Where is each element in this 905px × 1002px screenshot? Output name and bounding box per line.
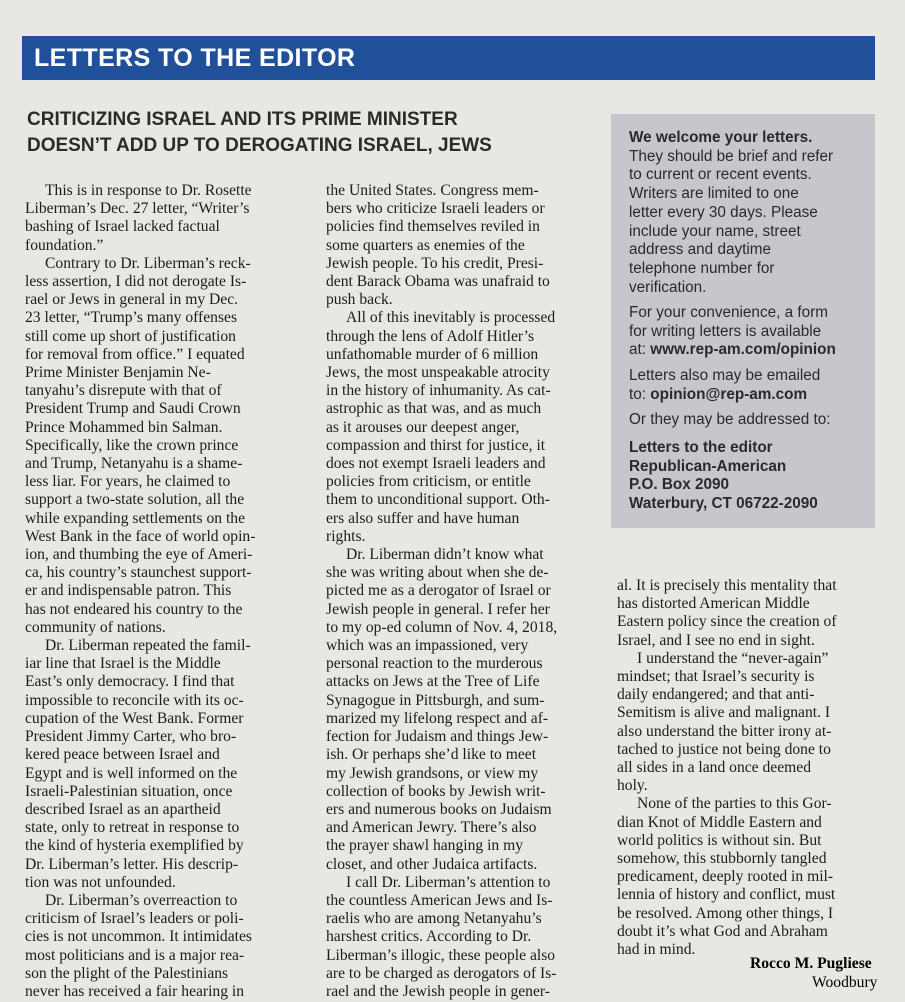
- article-line: Liberman’s Dec. 27 letter, “Writer’s: [25, 200, 250, 218]
- article-line: has distorted American Middle: [617, 595, 810, 613]
- article-paragraph: [326, 874, 612, 1001]
- article-line: raelis who are among Netanyahu’s: [326, 910, 542, 928]
- article-line: Liberman’s illogic, these people also: [326, 946, 556, 964]
- section-banner: [22, 36, 875, 80]
- article-line: al. It is precisely this mentality that: [617, 577, 837, 594]
- article-paragraph: [617, 577, 887, 650]
- article-line: impossible to reconcile with its oc-: [25, 691, 244, 709]
- article-line: never has received a fair hearing in: [25, 982, 245, 1000]
- info-line: include your name, street: [629, 222, 801, 240]
- info-line: address and daytime: [629, 241, 772, 259]
- article-line: West Bank in the face of world opin-: [25, 527, 256, 545]
- article-paragraph: [617, 795, 887, 959]
- address-line: Letters to the editor: [629, 439, 773, 456]
- article-line: policies find themselves reviled in: [326, 218, 540, 236]
- article-line: ers also suffer and have human: [326, 509, 520, 527]
- article-line: bers who criticize Israeli leaders or: [326, 200, 545, 218]
- info-email-line: [629, 386, 820, 405]
- article-line: somehow, this stubbornly tangled: [617, 850, 827, 868]
- article-line: 23 letter, “Trump’s many offenses: [25, 309, 238, 327]
- info-line: to current or recent events.: [629, 166, 812, 184]
- article-line: and American Jewry. There’s also: [326, 819, 537, 837]
- article-line: less liar. For years, he claimed to: [25, 473, 231, 491]
- article-line: them to unconditional support. Oth-: [326, 491, 550, 509]
- headline-line: CRITICIZING ISRAEL AND ITS PRIME MINISTER: [27, 109, 458, 130]
- article-line: community of nations.: [25, 618, 166, 636]
- article-line: all sides in a land once deemed: [617, 759, 811, 777]
- article-line: some quarters as enemies of the: [326, 236, 525, 254]
- article-line: closet, and other Judaica artifacts.: [326, 855, 538, 873]
- article-line: as it arouses our deepest anger,: [326, 418, 520, 436]
- section-title: LETTERS TO THE EDITOR: [34, 44, 356, 72]
- article-line: astrophic as that was, and as much: [326, 400, 542, 418]
- article-line: marized my lifelong respect and af-: [326, 709, 549, 727]
- article-line: had in mind.: [617, 941, 696, 959]
- info-line: For your convenience, a form: [629, 304, 828, 321]
- article-line: she was writing about when she de-: [326, 564, 549, 582]
- info-intro: [629, 129, 833, 297]
- article-line: does not exempt Israeli leaders and: [326, 455, 546, 473]
- article-paragraph: [326, 546, 612, 874]
- article-line: son the plight of the Palestinians: [25, 964, 229, 982]
- article-line: None of the parties to this Gor-: [637, 795, 832, 813]
- article-line: described Israel as an apartheid: [25, 800, 221, 818]
- address-line: Republican-American: [629, 457, 787, 475]
- article-paragraph: [326, 309, 612, 546]
- article-paragraph: [617, 650, 887, 796]
- article-line: also understand the bitter irony at-: [617, 722, 832, 740]
- article-line: rights.: [326, 527, 366, 545]
- article-line: Semitism is alive and malignant. I: [617, 704, 831, 722]
- info-lead: We welcome your letters.: [629, 129, 813, 146]
- article-line: policies from criticism, or entitle: [326, 473, 531, 491]
- info-url[interactable]: www.rep-am.com/opinion: [650, 341, 836, 359]
- article-line: most politicians and is a major rea-: [25, 946, 245, 964]
- article-line: Jews, the most unspeakable atrocity: [326, 364, 550, 382]
- article-line: holy.: [617, 777, 648, 795]
- article-line: East’s only democracy. I find that: [25, 673, 235, 691]
- info-mail: [629, 411, 831, 430]
- address-line: P.O. Box 2090: [629, 476, 730, 494]
- article-line: through the lens of Adolf Hitler’s: [326, 327, 535, 345]
- article-line: unfathomable murder of 6 million: [326, 345, 539, 363]
- article-line: in the history of inhumanity. As cat-: [326, 382, 551, 400]
- article-line: world politics is without sin. But: [617, 831, 822, 849]
- article-paragraph: [25, 637, 315, 892]
- article-line: Specifically, like the crown prince: [25, 436, 239, 454]
- article-paragraph: [326, 182, 612, 309]
- article-line: attacks on Jews at the Tree of Life: [326, 673, 540, 691]
- article-line: All of this inevitably is processed: [346, 309, 556, 327]
- article-line: be resolved. Among other things, I: [617, 904, 834, 922]
- article-line: and Trump, Netanyahu is a shame-: [25, 455, 243, 473]
- article-line: to my op-ed column of Nov. 4, 2018,: [326, 618, 558, 636]
- article-line: lennia of history and conflict, must: [617, 886, 836, 904]
- article-line: less assertion, I did not derogate Is-: [25, 273, 247, 291]
- article-line: ion, and thumbing the eye of Ameri-: [25, 546, 253, 564]
- article-line: while expanding settlements on the: [25, 509, 245, 527]
- info-email-address[interactable]: opinion@rep-am.com: [650, 385, 808, 403]
- article-line: are to be charged as derogators of Is-: [326, 964, 557, 982]
- article-line: harshest critics. According to Dr.: [326, 928, 532, 946]
- article-line: for removal from office.” I equated: [25, 345, 245, 363]
- info-line: They should be brief and refer: [629, 147, 834, 165]
- article-line: mindset; that Israel’s security is: [617, 668, 815, 686]
- article-column-3: [617, 577, 887, 959]
- info-line: Writers are limited to one: [629, 185, 799, 203]
- article-line: er and indispensable patron. This: [25, 582, 232, 600]
- info-email: [629, 367, 820, 404]
- info-email-prefix: to:: [629, 385, 647, 403]
- article-line: my Jewish grandsons, or view my: [326, 764, 539, 782]
- info-line: for writing letters is available: [629, 322, 822, 340]
- article-line: cies is not uncommon. It intimidates: [25, 928, 252, 946]
- article-line: collection of books by Jewish writ-: [326, 782, 546, 800]
- article-line: push back.: [326, 291, 393, 309]
- article-line: I understand the “never-again”: [637, 649, 829, 667]
- article-paragraph: [25, 182, 315, 255]
- info-address: [629, 439, 818, 514]
- article-line: cupation of the West Bank. Former: [25, 709, 244, 727]
- info-line: Letters also may be emailed: [629, 367, 821, 384]
- article-line: President Trump and Saudi Crown: [25, 400, 241, 418]
- article-paragraph: [25, 892, 315, 1001]
- article-line: Prime Minister Benjamin Ne-: [25, 364, 211, 382]
- article-line: tached to justice not being done to: [617, 740, 831, 758]
- article-paragraph: [25, 255, 315, 637]
- address-line: Waterbury, CT 06722-2090: [629, 495, 818, 513]
- article-line: tanyahu’s disrepute with that of: [25, 382, 222, 400]
- article-line: ca, his country’s staunchest support-: [25, 564, 252, 582]
- article-line: support a two-state solution, all the: [25, 491, 245, 509]
- info-url-prefix: at:: [629, 341, 647, 359]
- article-line: Dr. Liberman didn’t know what: [346, 546, 544, 564]
- article-line: tion was not unfounded.: [25, 873, 176, 891]
- article-line: predicament, deeply rooted in mil-: [617, 868, 834, 886]
- article-line: the prayer shawl hanging in my: [326, 837, 524, 855]
- info-line: letter every 30 days. Please: [629, 203, 818, 221]
- signature-name: Rocco M. Pugliese: [750, 955, 872, 972]
- article-line: the United States. Congress mem-: [326, 182, 539, 199]
- article-line: Jewish people in general. I refer her: [326, 600, 550, 618]
- article-line: Dr. Liberman repeated the famil-: [45, 637, 251, 655]
- article-line: state, only to retreat in response to: [25, 819, 240, 837]
- headline-line: DOESN’T ADD UP TO DEROGATING ISRAEL, JEWS: [27, 135, 492, 156]
- signature-town: Woodbury: [812, 974, 878, 991]
- article-line: picted me as a derogator of Israel or: [326, 582, 551, 600]
- article-line: ish. Or perhaps she’d like to meet: [326, 746, 537, 764]
- article-line: compassion and thirst for justice, it: [326, 436, 546, 454]
- article-line: ers and numerous books on Judaism: [326, 800, 552, 818]
- info-line: verification.: [629, 278, 707, 296]
- article-line: iar line that Israel is the Middle: [25, 655, 221, 673]
- article-line: criticism of Israel’s leaders or poli-: [25, 910, 244, 928]
- article-line: dian Knot of Middle Eastern and: [617, 813, 822, 831]
- article-line: the countless American Jews and Is-: [326, 891, 553, 909]
- article-line: personal reaction to the murderous: [326, 655, 543, 673]
- article-line: Israel, and I see no end in sight.: [617, 631, 815, 649]
- article-line: Dr. Liberman’s overreaction to: [45, 891, 238, 909]
- article-line: foundation.”: [25, 236, 104, 254]
- article-column-2: [326, 182, 612, 1001]
- article-line: has not endeared his country to the: [25, 600, 243, 618]
- article-line: bashing of Israel lacked factual: [25, 218, 220, 236]
- article-line: kered peace between Israel and: [25, 746, 220, 764]
- article-line: which was an impassioned, very: [326, 637, 529, 655]
- headline: [27, 107, 602, 159]
- article-line: the kind of hysteria exemplified by: [25, 837, 244, 855]
- article-line: This is in response to Dr. Rosette: [45, 182, 252, 199]
- article-line: Jewish people. To his credit, Presi-: [326, 254, 544, 272]
- article-line: Synagogue in Pittsburgh, and sum-: [326, 691, 545, 709]
- article-line: Dr. Liberman’s letter. His descrip-: [25, 855, 239, 873]
- article-line: doubt it’s what God and Abraham: [617, 922, 828, 940]
- info-line: telephone number for: [629, 259, 775, 277]
- article-line: rael or Jews in general in my Dec.: [25, 291, 239, 309]
- info-url-line: [629, 341, 836, 360]
- article-line: Contrary to Dr. Liberman’s reck-: [45, 254, 251, 272]
- article-line: I call Dr. Liberman’s attention to: [346, 873, 551, 891]
- article-line: Egypt and is well informed on the: [25, 764, 238, 782]
- article-line: fection for Judaism and things Jew-: [326, 728, 549, 746]
- article-line: rael and the Jewish people in gener-: [326, 982, 550, 1000]
- article-line: President Jimmy Carter, who bro-: [25, 728, 237, 746]
- info-line: Or they may be addressed to:: [629, 411, 831, 428]
- article-line: dent Barack Obama was unafraid to: [326, 273, 550, 291]
- article-line: still come up short of justification: [25, 327, 236, 345]
- article-line: Eastern policy since the creation of: [617, 613, 837, 631]
- article-line: daily endangered; and that anti-: [617, 686, 815, 704]
- article-line: Prince Mohammed bin Salman.: [25, 418, 223, 436]
- article-column-1: [25, 182, 315, 1001]
- article-line: Israeli-Palestinian situation, once: [25, 782, 233, 800]
- info-form: [629, 304, 836, 360]
